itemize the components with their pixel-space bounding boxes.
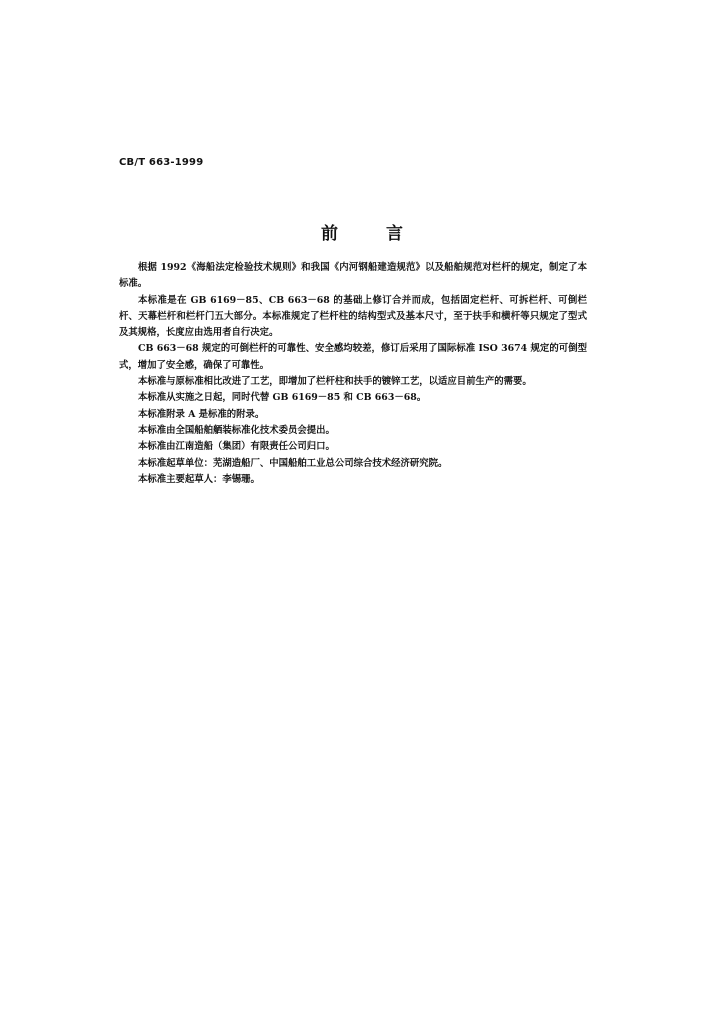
title-char-1: 前 [321, 224, 338, 244]
paragraph: 本标准从实施之日起，同时代替 GB 6169－85 和 CB 663－68。 [138, 392, 427, 404]
paragraph: 本标准附录 A 是标准的附录。 [138, 408, 265, 420]
paragraph: 本标准与原标准相比改进了工艺，即增加了栏杆柱和扶手的镀锌工艺，以适应目前生产的需要。 [138, 376, 532, 388]
document-code: CB/T 663-1999 [119, 157, 204, 168]
paragraph: CB 663－68 规定的可倒栏杆的可靠性、安全感均较差，修订后采用了国际标准 ISO 3674 规定的可倒型式，增加了安全感，确保了可靠性。 [119, 343, 587, 371]
title-char-2: 言 [386, 224, 403, 244]
foreword-body [119, 260, 587, 488]
paragraph: 本标准是在 GB 6169－85、CB 663－68 的基础上修订合并而成，包括固定栏杆、可拆栏杆、可倒栏杆、天幕栏杆和栏杆门五大部分。本标准规定了栏杆柱的结构型式及基本尺寸，至于扶手和横杆等只规定了型式及其规格，长度应由选用者自行决定。 [119, 294, 587, 339]
paragraph: 本标准起草单位：芜湖造船厂、中国船舶工业总公司综合技术经济研究院。 [138, 457, 448, 469]
paragraph: 本标准主要起草人：李锡珊。 [138, 473, 260, 485]
paragraph: 本标准由江南造船（集团）有限责任公司归口。 [138, 441, 335, 453]
paragraph: 根据 1992《海船法定检验技术规则》和我国《内河钢船建造规范》以及船舶规范对栏杆的规定，制定了本标准。 [119, 262, 587, 290]
page-title [0, 219, 724, 244]
paragraph: 本标准由全国船舶舾装标准化技术委员会提出。 [138, 424, 335, 436]
